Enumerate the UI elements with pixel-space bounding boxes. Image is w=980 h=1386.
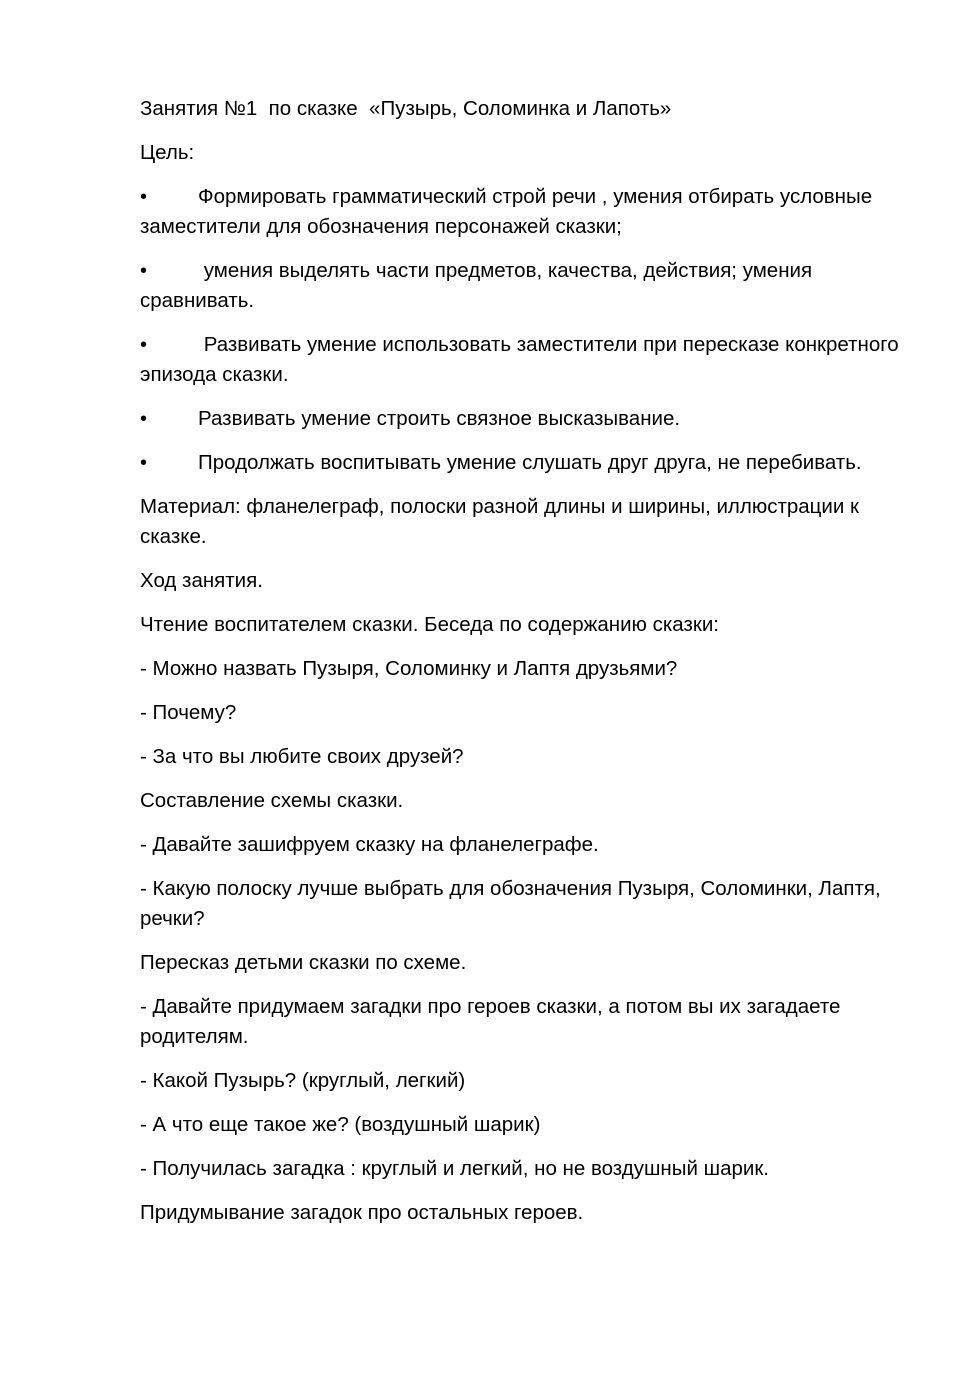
goal-item [140, 182, 910, 242]
goal-item [140, 330, 910, 390]
goal-text: умения выделять части предметов, качества, действия; умения сравнивать. [140, 259, 813, 312]
dialogue-line: - Давайте придумаем загадки про героев сказки, а потом вы их загадаете родителям. [140, 995, 847, 1048]
goal-text: Развивать умение использовать заместители при пересказе конкретного эпизода сказки. [140, 333, 899, 386]
goal-text: Продолжать воспитывать умение слушать друг друга, не перебивать. [198, 451, 862, 474]
dialogue-line: - Какой Пузырь? (круглый, легкий) [140, 1069, 466, 1092]
bullet-icon: • [140, 408, 148, 430]
section-heading: Ход занятия. [140, 569, 263, 592]
document-title: Занятия №1 по сказке «Пузырь, Соломинка и Лапоть» [140, 97, 672, 120]
document-body [140, 94, 910, 1242]
paragraph: Пересказ детьми сказки по схеме. [140, 951, 467, 974]
bullet-icon: • [140, 334, 148, 356]
bullet-icon: • [140, 452, 148, 474]
goal-item [140, 256, 910, 316]
paragraph: Составление схемы сказки. [140, 789, 404, 812]
bullet-icon: • [140, 186, 148, 208]
paragraph: Чтение воспитателем сказки. Беседа по содержанию сказки: [140, 613, 719, 636]
dialogue-line: - Давайте зашифруем сказку на фланелеграфе. [140, 833, 599, 856]
dialogue-line: - Какую полоску лучше выбрать для обозначения Пузыря, Соломинки, Лаптя, речки? [140, 877, 887, 930]
goal-item [140, 448, 910, 478]
bullet-icon: • [140, 260, 148, 282]
material-paragraph: Материал: фланелеграф, полоски разной длины и ширины, иллюстрации к сказке. [140, 495, 865, 548]
dialogue-line: - А что еще такое же? (воздушный шарик) [140, 1113, 541, 1136]
dialogue-line: - За что вы любите своих друзей? [140, 745, 464, 768]
goal-label: Цель: [140, 141, 195, 164]
goal-item [140, 404, 910, 434]
dialogue-line: - Можно назвать Пузыря, Соломинку и Лаптя друзьями? [140, 657, 678, 680]
dialogue-line: - Получилась загадка : круглый и легкий, но не воздушный шарик. [140, 1157, 769, 1180]
paragraph: Придумывание загадок про остальных героев. [140, 1201, 584, 1224]
dialogue-line: - Почему? [140, 701, 237, 724]
goal-text: Развивать умение строить связное высказывание. [198, 407, 681, 430]
goal-text: Формировать грамматический строй речи , умения отбирать условные заместители для обозначения персонажей сказки; [140, 185, 873, 238]
